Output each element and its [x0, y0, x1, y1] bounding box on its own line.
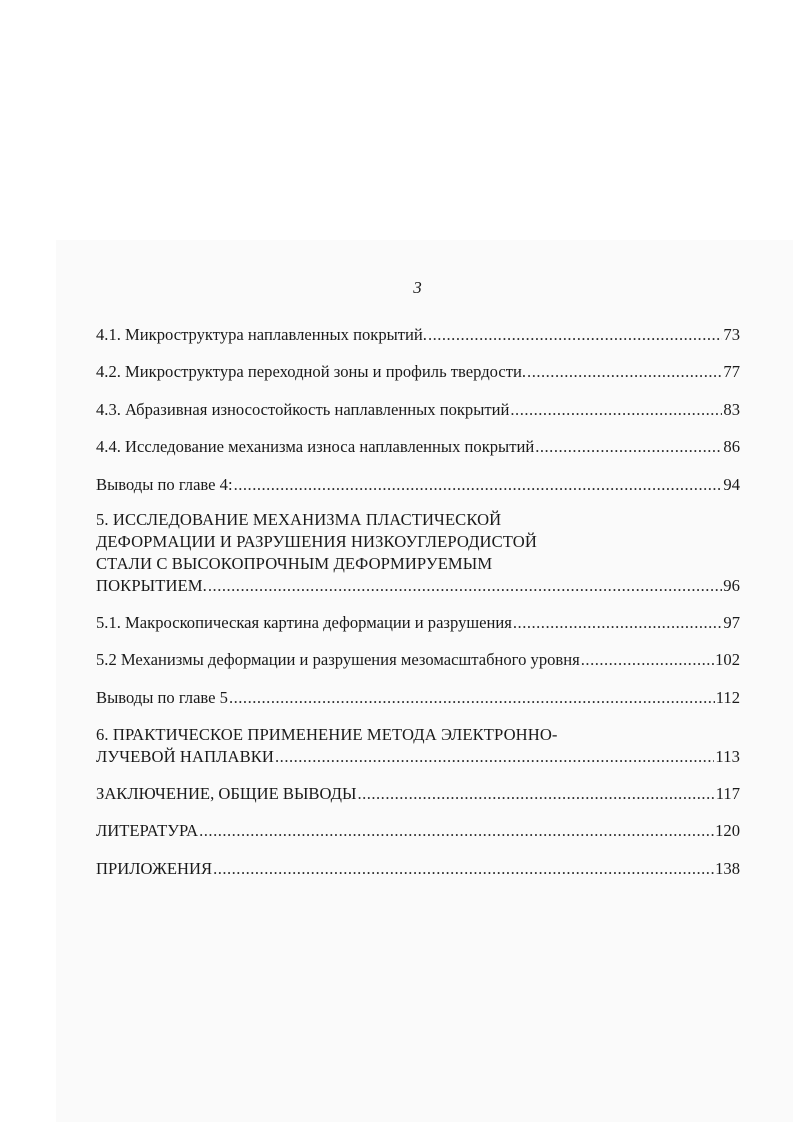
toc-entry-4-2[interactable]: [96, 361, 740, 383]
toc-entry-title: 4.1. Микроструктура наплавленных покрытий.: [96, 325, 427, 344]
dot-leader: [229, 687, 715, 709]
toc-entry-4-4[interactable]: [96, 436, 740, 458]
toc-entry-title: ЛИТЕРАТУРА: [96, 821, 199, 840]
toc-entry-page: 102: [715, 650, 740, 669]
toc-entry-page: 96: [723, 576, 740, 595]
toc-entry-page: 86: [723, 437, 740, 456]
dot-leader: [428, 324, 722, 346]
toc-entry-title: ЛУЧЕВОЙ НАПЛАВКИ: [96, 747, 275, 766]
toc-entry-page: 83: [723, 400, 740, 419]
toc-entry-title: ПОКРЫТИЕМ.: [96, 576, 207, 595]
toc-entry-title: Выводы по главе 4:: [96, 475, 233, 494]
toc-entry-appendices[interactable]: [96, 858, 740, 880]
dot-leader: [199, 820, 714, 842]
toc-entry-page: 97: [723, 613, 740, 632]
toc-entry-5-2[interactable]: [96, 649, 740, 671]
dot-leader: [234, 474, 723, 496]
toc-entry-title: 4.3. Абразивная износостойкость наплавленных покрытий: [96, 400, 510, 419]
dot-leader: [535, 436, 722, 458]
toc-entry-chapter-5[interactable]: [96, 509, 740, 597]
toc-entry-title: 5.1. Макроскопическая картина деформации и разрушения: [96, 613, 512, 632]
toc-entry-conclusions-4[interactable]: [96, 474, 740, 496]
toc-entry-title: 4.4. Исследование механизма износа наплавленных покрытий: [96, 437, 535, 456]
toc-entry-4-1[interactable]: [96, 324, 740, 346]
toc-entry-4-3[interactable]: [96, 399, 740, 421]
dot-leader: [527, 361, 722, 383]
dot-leader: [581, 649, 714, 671]
toc-entry-title: ЗАКЛЮЧЕНИЕ, ОБЩИЕ ВЫВОДЫ: [96, 784, 357, 803]
page-number: 3: [413, 278, 422, 297]
toc-entry-page: 113: [715, 747, 740, 766]
dot-leader: [213, 858, 714, 880]
toc-entry-title: 5.2 Механизмы деформации и разрушения мезомасштабного уровня: [96, 650, 580, 669]
toc-entry-page: 94: [723, 475, 740, 494]
toc-entry-5-1[interactable]: [96, 612, 740, 634]
dot-leader: [208, 575, 722, 597]
toc-entry-page: 117: [715, 784, 740, 803]
dot-leader: [357, 783, 714, 805]
toc-entry-title: 4.2. Микроструктура переходной зоны и профиль твердости.: [96, 362, 527, 381]
toc-entry-literature[interactable]: [96, 820, 740, 842]
dot-leader: [513, 612, 723, 634]
dot-leader: [275, 746, 714, 768]
toc-entry-summary[interactable]: [96, 783, 740, 805]
toc-entry-page: 138: [715, 859, 740, 878]
toc-entry-page: 120: [715, 821, 740, 840]
toc-entry-page: 73: [723, 325, 740, 344]
toc-entry-page: 77: [723, 362, 740, 381]
dot-leader: [510, 399, 722, 421]
toc-entry-title-line: 5. ИССЛЕДОВАНИЕ МЕХАНИЗМА ПЛАСТИЧЕСКОЙ: [96, 510, 502, 529]
toc-entry-title-line: ДЕФОРМАЦИИ И РАЗРУШЕНИЯ НИЗКОУГЛЕРОДИСТОЙ: [96, 532, 537, 551]
toc-entry-title: ПРИЛОЖЕНИЯ: [96, 859, 213, 878]
toc-entry-title: Выводы по главе 5: [96, 688, 228, 707]
toc-entry-title-line: 6. ПРАКТИЧЕСКОЕ ПРИМЕНЕНИЕ МЕТОДА ЭЛЕКТРОННО-: [96, 725, 558, 744]
toc-entry-page: 112: [715, 688, 740, 707]
toc-entry-title-line: СТАЛИ С ВЫСОКОПРОЧНЫМ ДЕФОРМИРУЕМЫМ: [96, 554, 493, 573]
toc-entry-conclusions-5[interactable]: [96, 687, 740, 709]
toc-entry-chapter-6[interactable]: [96, 724, 740, 768]
